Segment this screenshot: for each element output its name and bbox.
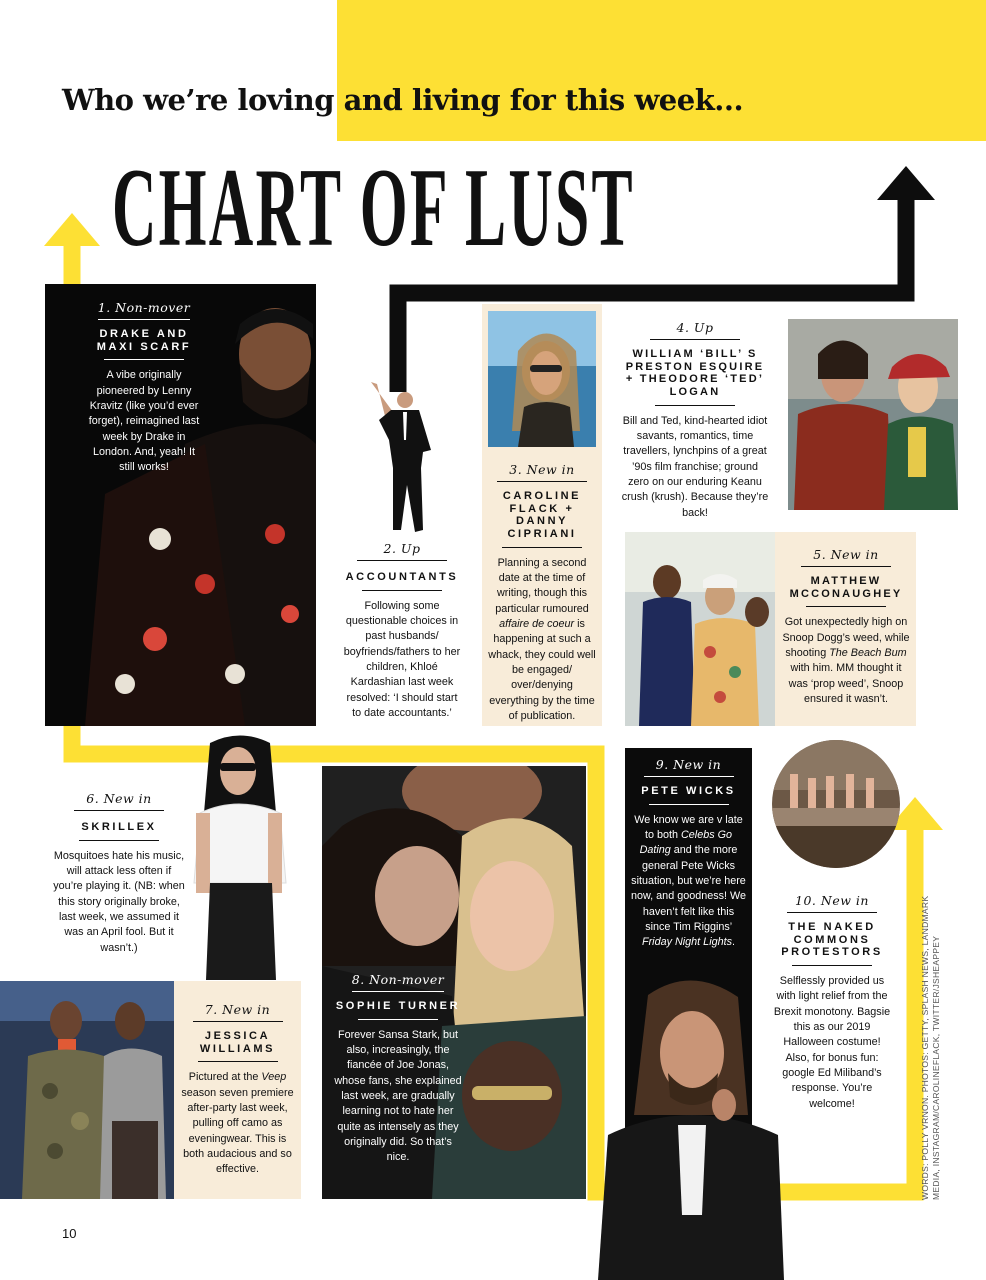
entry-8-rank: 8. Non-mover [352, 972, 444, 992]
entry-1-body: A vibe originally pioneered by Lenny Kravitz (like you’d ever forget), reimagined last week by Drake in London. And, yeah! It still works! [88, 369, 200, 474]
accountant-photo [363, 380, 443, 538]
entry-6-rank: 6. New in [74, 791, 164, 811]
entry-2-rank: 2. Up [357, 541, 447, 561]
entry-6-name: SKRILLEX [81, 821, 157, 833]
black-arrowhead [877, 166, 935, 200]
entry-9-body: We know we are v late to both Celebs Go Dating and the more general Pete Wicks situation, but we’re here now, and goodness! We haven’t felt like this since Tim Riggins’ Friday Night Lights. [630, 813, 747, 949]
entry-7-name: JESSICA WILLIAMS [199, 1030, 276, 1055]
entry-7-jessica-williams [174, 981, 301, 1199]
divider [362, 590, 442, 591]
entry-5-rank: 5. New in [801, 547, 891, 567]
divider [655, 405, 735, 406]
entry-10-naked-commons-protestors [773, 892, 891, 1112]
entry-4-bill-and-ted [620, 319, 770, 521]
commons-protestors-photo [772, 740, 900, 868]
entry-3-rank: 3. New in [497, 462, 587, 482]
bill-and-ted-photo [788, 319, 958, 510]
entry-6-skrillex [52, 790, 186, 956]
entry-8-body: Forever Sansa Stark, but also, increasingly, the fiancée of Joe Jonas, whose fans, she explained last week, are gradually learning not to hate her quite as intensely as they originally did. So that’s nice. [334, 1028, 462, 1164]
entry-8-sophie-turner [332, 971, 464, 1166]
entry-4-body: Bill and Ted, kind-hearted idiot savants, romantics, time travellers, lynchpins of a great ’90s film franchise; ground zero on our enduring Keanu crush (krush). Because they’re back! [621, 414, 769, 519]
entry-5-name: MATTHEW MCCONAUGHEY [789, 575, 903, 600]
credits-line-2: MEDIA, INSTAGRAM/CAROLINEFLACK, TWITTER/JSHEAPPEY [930, 935, 941, 1200]
entry-10-body: Selflessly provided us with light relief from the Brexit monotony. Bagsie this as our 2019 Halloween costume! Also, for bonus fun: google Ed Miliband’s response. You’re welcome! [773, 974, 891, 1110]
entry-10-name: THE NAKED COMMONS PROTESTORS [781, 921, 883, 959]
entry-9-rank: 9. New in [644, 757, 734, 777]
page-title: CHART OF LUST [112, 146, 635, 270]
entry-1-drake [85, 299, 203, 476]
entry-5-body: Got unexpectedly high on Snoop Dogg’s weed, while shooting The Beach Bum with him. MM thought it was ‘prop weed’, Snoop ensured it wasn’t. [782, 616, 910, 705]
caroline-flack-photo [488, 311, 596, 447]
divider [358, 1019, 438, 1020]
photo-credits [920, 896, 941, 1200]
entry-6-body: Mosquitoes hate his music, will attack less often if you’re playing it. (NB: when this story originally broke, last week, we assumed it was an April fool. But it wasn’t.) [53, 849, 185, 954]
page-number: 10 [62, 1226, 77, 1241]
divider [79, 840, 159, 841]
entry-10-rank: 10. New in [787, 893, 877, 913]
credits-line-1: WORDS: POLLY VRNON. PHOTOS: GETTY, SPLASH NEWS, LANDMARK [920, 895, 930, 1200]
mcconaughey-photo [625, 532, 775, 726]
entry-1-rank: 1. Non-mover [98, 300, 190, 320]
tagline: Who we’re loving and living for this week... [62, 83, 744, 117]
entry-9-name: PETE WICKS [641, 785, 736, 797]
entry-3-name: CAROLINE FLACK + DANNY CIPRIANI [502, 490, 582, 540]
entry-4-rank: 4. Up [650, 320, 740, 340]
divider [649, 804, 729, 805]
entry-2-name: ACCOUNTANTS [345, 571, 459, 583]
skrillex-photo [180, 733, 300, 980]
entry-3-caroline-flack [486, 461, 598, 724]
divider [104, 359, 184, 360]
entry-5-mcconaughey [781, 546, 911, 707]
pete-wicks-photo [598, 975, 784, 1280]
entry-2-body: Following some questionable choices in past husbands/ boyfriends/fathers to her children, Khloé Kardashian last week resolved: ‘I should start to date accountants.’ [343, 599, 461, 719]
entry-7-body: Pictured at the Veep season seven premiere after-party last week, pulling off camo as eveningwear. This is both audacious and so effective. [181, 1071, 294, 1176]
entry-7-rank: 7. New in [193, 1002, 283, 1022]
divider [502, 547, 582, 548]
entry-8-name: SOPHIE TURNER [335, 1000, 461, 1012]
jessica-williams-photo [0, 981, 174, 1199]
entry-9-pete-wicks [629, 756, 748, 951]
entry-3-body: Planning a second date at the time of writing, though this particular rumoured affaire de coeur is happening at such a whack, they could well be engaged/ over/denying everything by the time of publication. [488, 556, 596, 722]
entry-1-name: DRAKE AND MAXI SCARF [96, 328, 192, 353]
divider [806, 606, 886, 607]
entry-2-accountants [343, 540, 461, 721]
divider [198, 1061, 278, 1062]
divider [792, 965, 872, 966]
entry-4-name: WILLIAM ‘BILL’ S PRESTON ESQUIRE + THEODORE ‘TED’ LOGAN [625, 348, 765, 398]
yellow-arrowhead-left [44, 213, 100, 246]
